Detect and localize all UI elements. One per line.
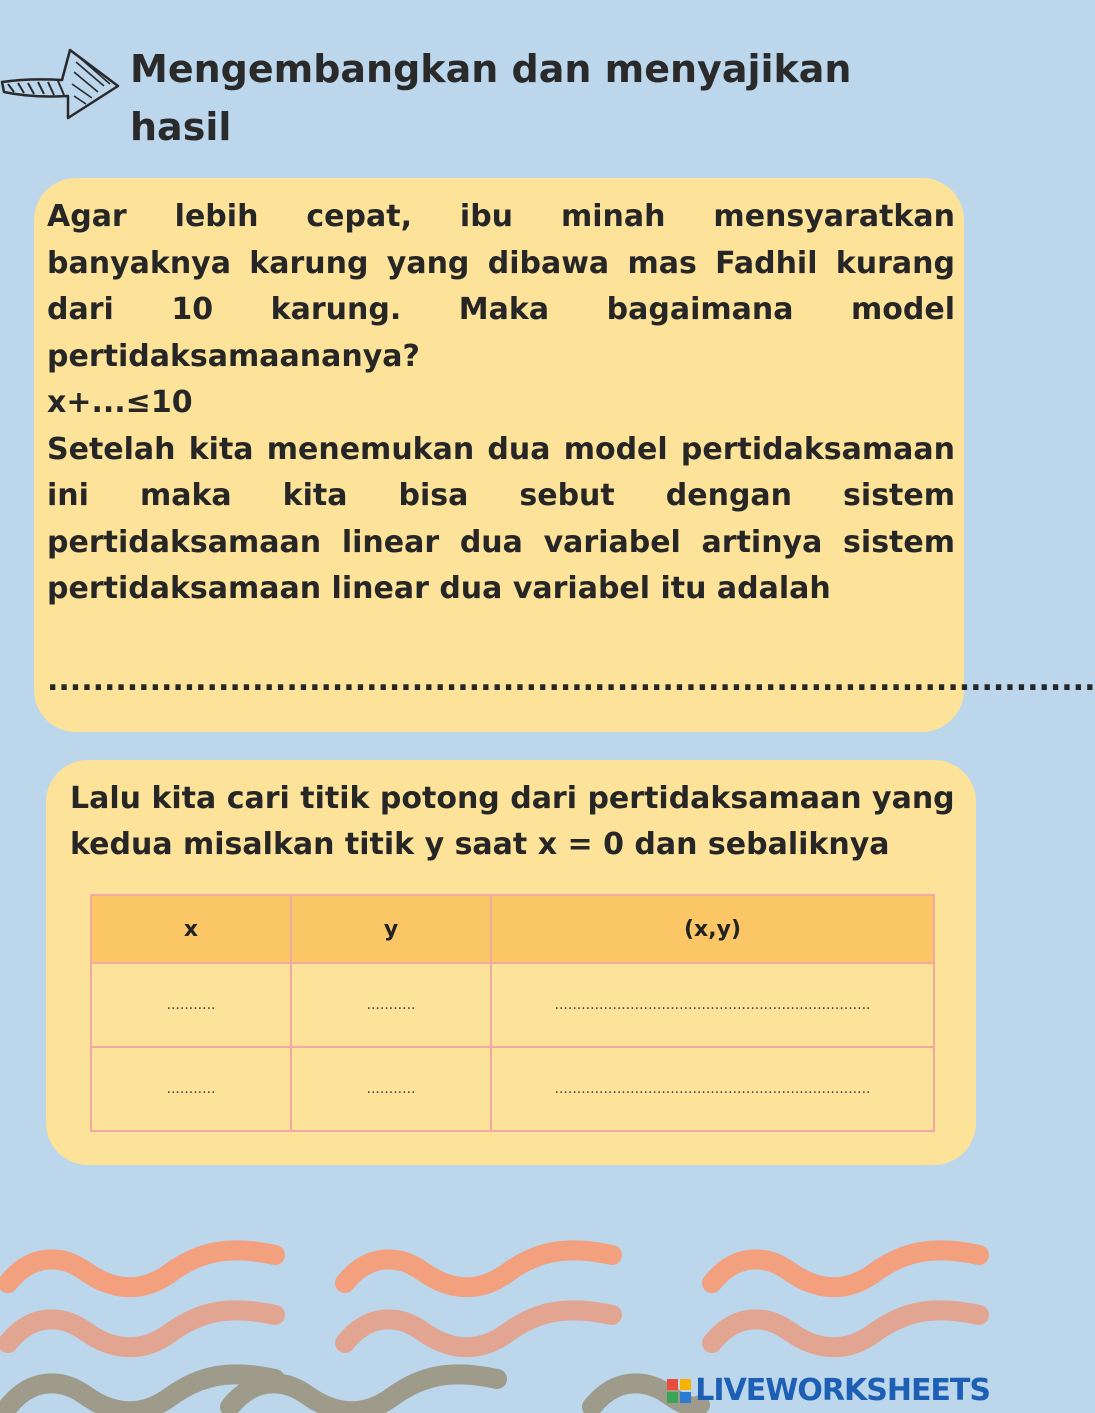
header-x: x (91, 895, 291, 963)
answer-field[interactable]: ............................................................................................ (47, 663, 1095, 698)
intersection-text (70, 776, 970, 868)
question-text (47, 194, 955, 613)
question-card (34, 178, 1095, 732)
page-title-line2: hasil (130, 105, 232, 149)
liveworksheets-mark-icon (667, 1379, 691, 1403)
inequality-model[interactable]: x+...≤10 (47, 385, 193, 420)
x-input-field[interactable]: ........... (91, 963, 291, 1047)
question-line: dari 10 karung. Maka bagaimana model (47, 292, 955, 327)
table-header-row (91, 895, 934, 963)
arrow-icon (0, 40, 125, 120)
intersection-line: Lalu kita cari titik potong dari pertidaksamaan yang (70, 781, 955, 816)
logo-text: LIVEWORKSHEETS (695, 1373, 990, 1408)
question-line: pertidaksamaan linear dua variabel artinya sistem (47, 524, 955, 560)
header-xy: (x,y) (491, 895, 934, 963)
question-line: Agar lebih cepat, ibu minah mensyaratkan (47, 199, 955, 234)
y-input-field[interactable]: ........... (291, 1047, 491, 1131)
intersection-card (46, 760, 976, 1165)
table-row (91, 963, 934, 1047)
page-title (130, 40, 950, 156)
table-row (91, 1047, 934, 1131)
page-title-line1: Mengembangkan dan menyajikan (130, 47, 852, 91)
x-input-field[interactable]: ........... (91, 1047, 291, 1131)
header-y: y (291, 895, 491, 963)
question-line: banyaknya karung yang dibawa mas Fadhil kurang (47, 245, 955, 281)
question-line: pertidaksamaan linear dua variabel itu adalah (47, 571, 831, 606)
liveworksheets-logo (667, 1373, 990, 1408)
intersection-table (90, 894, 935, 1132)
xy-input-field[interactable]: ....................................................................... (491, 1047, 934, 1131)
intersection-line: kedua misalkan titik y saat x = 0 dan sebaliknya (70, 827, 890, 862)
question-line: ini maka kita bisa sebut dengan sistem (47, 478, 955, 513)
y-input-field[interactable]: ........... (291, 963, 491, 1047)
xy-input-field[interactable]: ....................................................................... (491, 963, 934, 1047)
question-line: pertidaksamaananya? (47, 338, 420, 374)
question-line: Setelah kita menemukan dua model pertidaksamaan (47, 431, 955, 467)
